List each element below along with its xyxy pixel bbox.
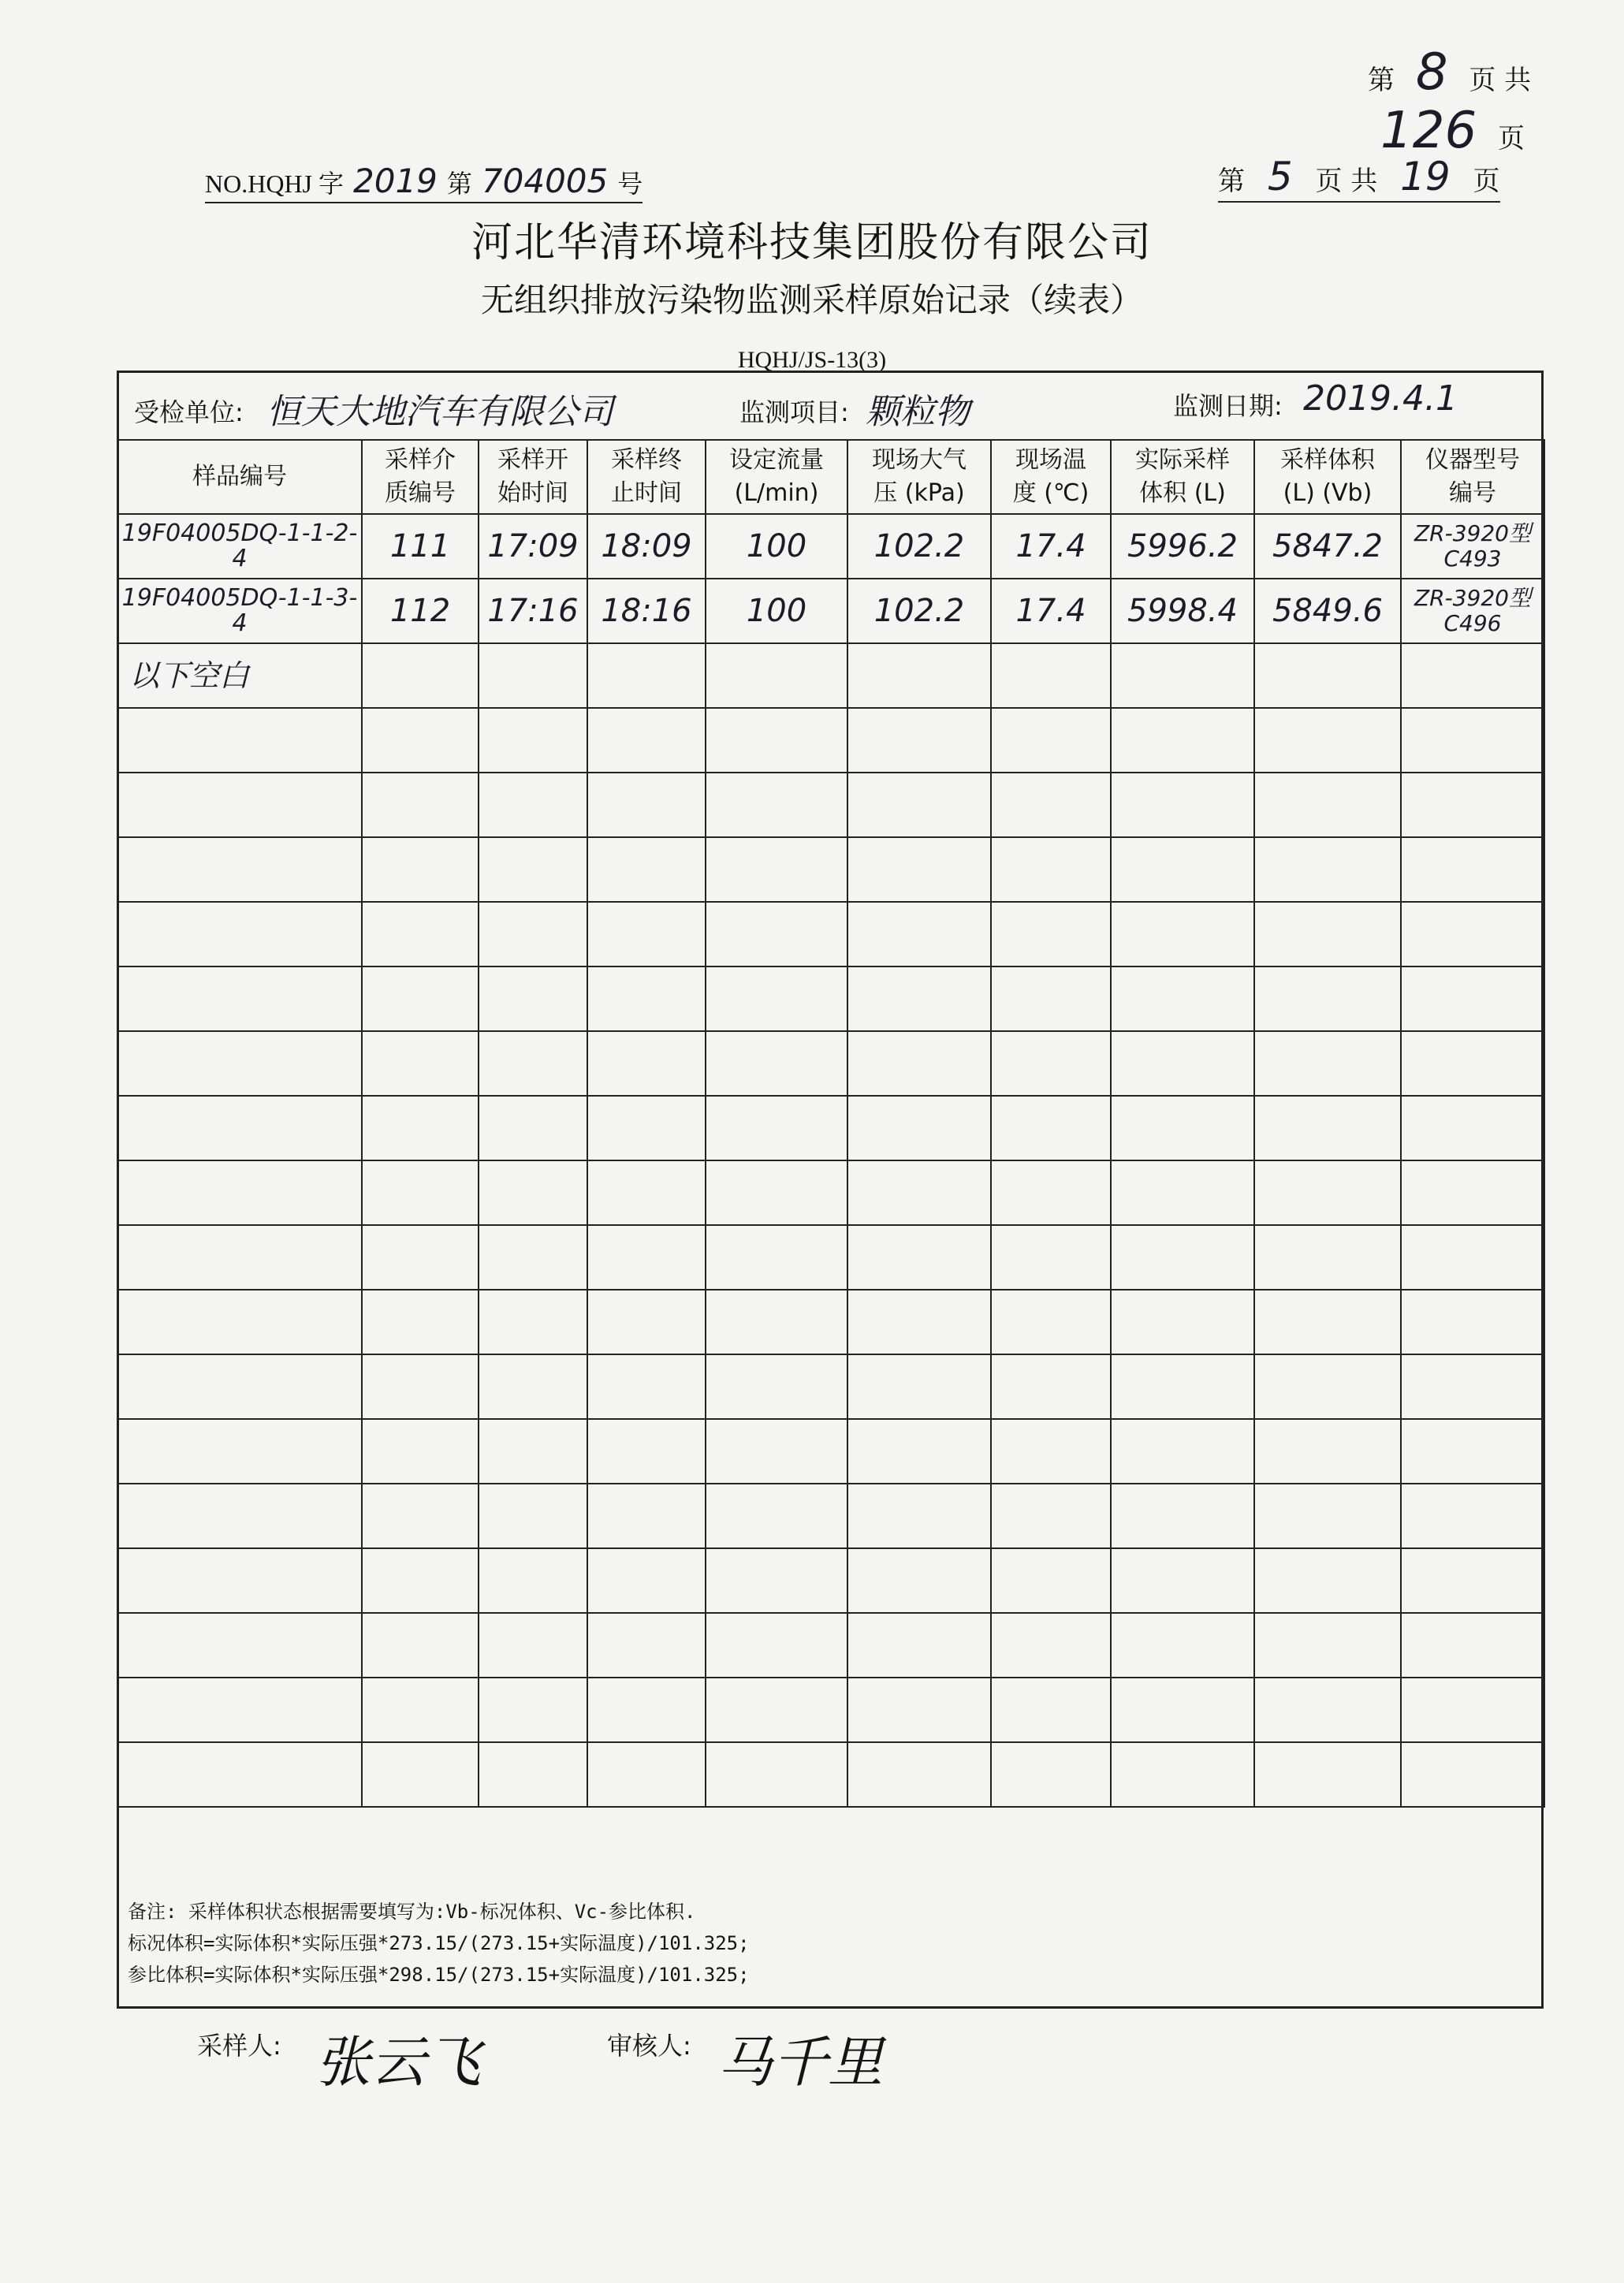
empty-cell (847, 837, 991, 902)
empty-cell (587, 1613, 706, 1678)
empty-cell (991, 773, 1111, 837)
empty-cell (847, 1290, 991, 1354)
empty-cell (587, 837, 706, 902)
table-cell: 以下空白 (117, 643, 362, 708)
empty-cell (117, 1225, 362, 1290)
column-header-line: 采样开 (497, 446, 568, 474)
empty-cell (479, 1096, 587, 1160)
empty-cell (847, 1354, 991, 1419)
column-header-line: 采样终 (611, 446, 682, 474)
table-cell: 100 (706, 514, 847, 579)
table-cell: 102.2 (847, 579, 991, 643)
empty-cell (991, 1290, 1111, 1354)
empty-cell (1401, 837, 1544, 902)
docno-number: 704005 (481, 162, 609, 200)
table-cell: 5998.4 (1111, 579, 1254, 643)
overall-page-label-3: 页 (1497, 123, 1525, 155)
empty-cell (362, 773, 479, 837)
empty-cell (991, 1678, 1111, 1742)
table-cell (1111, 643, 1254, 708)
table-cell: 17.4 (991, 579, 1111, 643)
empty-cell (362, 966, 479, 1031)
empty-cell (362, 1160, 479, 1225)
empty-cell (847, 1742, 991, 1807)
empty-cell (706, 1031, 847, 1096)
table-cell: 18:09 (587, 514, 706, 579)
empty-cell (587, 1678, 706, 1742)
column-header (706, 440, 847, 514)
empty-cell (117, 902, 362, 966)
empty-cell (706, 1354, 847, 1419)
empty-cell (479, 1160, 587, 1225)
reviewer-signature: 马千里 (717, 2030, 883, 2095)
empty-cell (1401, 1096, 1544, 1160)
empty-cell (479, 837, 587, 902)
empty-cell (1401, 1613, 1544, 1678)
table-cell: 112 (362, 579, 479, 643)
empty-cell (706, 837, 847, 902)
column-header-line: 现场大气 (872, 446, 967, 474)
empty-cell (1401, 1484, 1544, 1548)
empty-cell (1401, 773, 1544, 837)
note-line-2: 标况体积=实际体积*实际压强*273.15/(273.15+实际温度)/101.325; (128, 1932, 750, 1954)
empty-cell (1111, 1419, 1254, 1484)
empty-cell (587, 1160, 706, 1225)
table-cell: 5996.2 (1111, 514, 1254, 579)
table-cell: 17.4 (991, 514, 1111, 579)
page-info (1218, 154, 1500, 203)
empty-cell (706, 902, 847, 966)
table-cell: 17:09 (479, 514, 587, 579)
empty-table-row (117, 1160, 1544, 1225)
note-line-3: 参比体积=实际体积*实际压强*298.15/(273.15+实际温度)/101.325; (128, 1964, 750, 1986)
empty-cell (587, 1742, 706, 1807)
empty-cell (479, 1484, 587, 1548)
empty-cell (991, 1354, 1111, 1419)
overall-page-number: 8 (1415, 43, 1448, 102)
overall-page-counter (1368, 43, 1624, 160)
reviewer-label: 审核人: (607, 2031, 691, 2061)
empty-cell (1254, 1031, 1401, 1096)
empty-cell (847, 1548, 991, 1613)
page-info-page: 5 (1267, 154, 1293, 199)
column-header (587, 440, 706, 514)
table-header-row (117, 440, 1544, 514)
empty-cell (117, 1613, 362, 1678)
empty-cell (847, 1225, 991, 1290)
empty-cell (1401, 902, 1544, 966)
empty-table-row (117, 902, 1544, 966)
empty-cell (587, 1419, 706, 1484)
column-header-line: 始时间 (497, 479, 568, 507)
empty-cell (362, 1225, 479, 1290)
empty-cell (706, 1548, 847, 1613)
empty-cell (362, 837, 479, 902)
column-header-line: 止时间 (611, 479, 682, 507)
empty-cell (1254, 773, 1401, 837)
empty-cell (1401, 1354, 1544, 1419)
overall-page-total: 126 (1380, 102, 1477, 160)
docno-mid: 第 (446, 169, 472, 198)
empty-cell (587, 773, 706, 837)
column-header-line: 度 (℃) (1012, 479, 1089, 507)
empty-cell (1254, 1613, 1401, 1678)
column-header (117, 440, 362, 514)
table-cell: 5847.2 (1254, 514, 1401, 579)
table-cell: 5849.6 (1254, 579, 1401, 643)
empty-cell (1401, 1225, 1544, 1290)
empty-cell (706, 708, 847, 773)
table-cell (587, 643, 706, 708)
empty-cell (117, 1419, 362, 1484)
table-cell (362, 643, 479, 708)
empty-cell (991, 1742, 1111, 1807)
empty-cell (1111, 1225, 1254, 1290)
empty-cell (847, 1031, 991, 1096)
empty-cell (117, 773, 362, 837)
table-row (117, 579, 1544, 643)
empty-cell (1254, 1290, 1401, 1354)
empty-cell (847, 1160, 991, 1225)
empty-cell (117, 1160, 362, 1225)
form-title: 无组织排放污染物监测采样原始记录（续表） (480, 281, 1143, 319)
empty-table-row (117, 1290, 1544, 1354)
empty-table-row (117, 1354, 1544, 1419)
empty-cell (362, 1290, 479, 1354)
empty-table-row (117, 1031, 1544, 1096)
empty-cell (1111, 1096, 1254, 1160)
empty-cell (1254, 1678, 1401, 1742)
empty-cell (1401, 1419, 1544, 1484)
empty-cell (1254, 708, 1401, 773)
column-header-line: 采样体积 (1280, 446, 1375, 474)
empty-cell (991, 837, 1111, 902)
empty-cell (847, 1613, 991, 1678)
empty-cell (117, 1031, 362, 1096)
column-header-line: 体积 (L) (1139, 479, 1226, 507)
notes-section (117, 1888, 1544, 1998)
empty-cell (117, 708, 362, 773)
empty-cell (587, 966, 706, 1031)
empty-cell (847, 902, 991, 966)
empty-cell (1401, 1290, 1544, 1354)
empty-cell (479, 1742, 587, 1807)
empty-cell (1111, 902, 1254, 966)
empty-cell (1111, 773, 1254, 837)
empty-cell (991, 1419, 1111, 1484)
column-header (1401, 440, 1544, 514)
empty-cell (479, 1678, 587, 1742)
empty-cell (117, 1548, 362, 1613)
table-cell (991, 643, 1111, 708)
page-info-label-3: 页 (1473, 166, 1500, 197)
table-cell: 111 (362, 514, 479, 579)
empty-cell (847, 966, 991, 1031)
empty-cell (1111, 1290, 1254, 1354)
unit-value: 恒天大地汽车有限公司 (266, 392, 613, 432)
empty-table-row (117, 1484, 1544, 1548)
empty-table-row (117, 1096, 1544, 1160)
empty-cell (362, 902, 479, 966)
empty-cell (847, 1096, 991, 1160)
empty-cell (117, 966, 362, 1031)
empty-cell (362, 1419, 479, 1484)
table-row (117, 643, 1544, 708)
empty-table-row (117, 837, 1544, 902)
date-label: 监测日期: (1173, 391, 1283, 421)
empty-cell (479, 708, 587, 773)
empty-table-row (117, 1742, 1544, 1807)
empty-cell (1254, 1742, 1401, 1807)
item-label: 监测项目: (739, 397, 849, 427)
empty-cell (991, 902, 1111, 966)
table-cell (479, 643, 587, 708)
empty-cell (1254, 1354, 1401, 1419)
empty-cell (362, 1678, 479, 1742)
empty-cell (991, 708, 1111, 773)
empty-cell (847, 708, 991, 773)
column-header (362, 440, 479, 514)
empty-cell (362, 708, 479, 773)
empty-cell (706, 1484, 847, 1548)
column-header-line: 质编号 (385, 479, 456, 507)
empty-cell (1401, 1548, 1544, 1613)
unit-label: 受检单位: (134, 397, 244, 427)
item-value: 颗粒物 (866, 392, 970, 432)
empty-cell (1254, 966, 1401, 1031)
empty-cell (991, 1031, 1111, 1096)
empty-cell (1111, 708, 1254, 773)
table-cell (1254, 643, 1401, 708)
column-header-line: 现场温 (1015, 446, 1086, 474)
column-header-line: 样品编号 (192, 463, 287, 490)
empty-cell (117, 1354, 362, 1419)
empty-cell (479, 773, 587, 837)
document-number (205, 162, 643, 203)
empty-cell (362, 1031, 479, 1096)
empty-cell (362, 1548, 479, 1613)
empty-cell (479, 902, 587, 966)
table-cell (847, 643, 991, 708)
column-header (479, 440, 587, 514)
empty-cell (479, 1290, 587, 1354)
page-info-label-1: 第 (1218, 166, 1245, 197)
sampling-table (117, 439, 1545, 1808)
column-header-line: (L) (Vb) (1283, 479, 1373, 507)
empty-cell (117, 1484, 362, 1548)
column-header-line: 采样介 (385, 446, 456, 474)
empty-cell (706, 773, 847, 837)
empty-cell (1111, 837, 1254, 902)
empty-cell (1111, 1484, 1254, 1548)
empty-cell (1401, 966, 1544, 1031)
page-info-label-2: 页 共 (1315, 166, 1378, 197)
sampler-label: 采样人: (197, 2031, 281, 2061)
empty-cell (587, 1354, 706, 1419)
empty-cell (1401, 1742, 1544, 1807)
empty-cell (706, 1225, 847, 1290)
empty-cell (117, 1096, 362, 1160)
table-cell: 19F04005DQ-1-1-2-4 (117, 514, 362, 579)
empty-cell (1111, 1742, 1254, 1807)
column-header (1111, 440, 1254, 514)
table-row (117, 514, 1544, 579)
empty-cell (479, 1354, 587, 1419)
empty-cell (1254, 1160, 1401, 1225)
empty-cell (1254, 1225, 1401, 1290)
docno-prefix: NO.HQHJ 字 (205, 169, 345, 198)
empty-cell (362, 1613, 479, 1678)
table-cell: ZR-3920型 C496 (1401, 579, 1544, 643)
date-value: 2019.4.1 (1303, 378, 1458, 419)
empty-cell (706, 1742, 847, 1807)
empty-cell (117, 1678, 362, 1742)
empty-cell (1401, 1160, 1544, 1225)
empty-cell (587, 708, 706, 773)
table-cell (1401, 643, 1544, 708)
empty-cell (1254, 1548, 1401, 1613)
empty-table-row (117, 1678, 1544, 1742)
empty-cell (587, 1484, 706, 1548)
empty-cell (1111, 1613, 1254, 1678)
empty-cell (1111, 1160, 1254, 1225)
table-cell: 17:16 (479, 579, 587, 643)
empty-cell (847, 773, 991, 837)
empty-cell (1401, 1678, 1544, 1742)
form-code: HQHJ/JS-13(3) (737, 347, 887, 373)
form-header (117, 378, 1544, 437)
empty-cell (362, 1354, 479, 1419)
empty-cell (1254, 902, 1401, 966)
table-cell: 18:16 (587, 579, 706, 643)
empty-cell (479, 1031, 587, 1096)
empty-cell (847, 1678, 991, 1742)
empty-cell (1254, 1419, 1401, 1484)
empty-cell (847, 1484, 991, 1548)
empty-cell (991, 1096, 1111, 1160)
column-header (847, 440, 991, 514)
column-header-line: 压 (kPa) (873, 479, 965, 507)
empty-cell (587, 1031, 706, 1096)
empty-cell (1111, 1678, 1254, 1742)
column-header-line: 实际采样 (1135, 446, 1230, 474)
empty-cell (479, 1419, 587, 1484)
empty-cell (117, 837, 362, 902)
column-header-line: 设定流量 (729, 446, 824, 474)
overall-page-label-1: 第 (1368, 65, 1395, 96)
empty-cell (847, 1419, 991, 1484)
overall-page-label-2: 页 共 (1469, 65, 1532, 96)
empty-cell (706, 1290, 847, 1354)
empty-cell (1111, 966, 1254, 1031)
page-info-total: 19 (1400, 154, 1451, 199)
empty-cell (587, 1096, 706, 1160)
empty-table-row (117, 1225, 1544, 1290)
empty-cell (706, 1096, 847, 1160)
empty-cell (706, 966, 847, 1031)
empty-cell (706, 1613, 847, 1678)
empty-cell (117, 1742, 362, 1807)
empty-cell (587, 1290, 706, 1354)
docno-suffix: 号 (617, 169, 643, 198)
column-header-line: (L/min) (734, 479, 819, 507)
empty-cell (991, 966, 1111, 1031)
empty-cell (362, 1742, 479, 1807)
empty-cell (479, 1225, 587, 1290)
empty-cell (587, 1548, 706, 1613)
empty-cell (362, 1484, 479, 1548)
note-line-1: 备注: 采样体积状态根据需要填写为:Vb-标况体积、Vc-参比体积. (128, 1901, 696, 1923)
empty-table-row (117, 1613, 1544, 1678)
table-cell: 100 (706, 579, 847, 643)
column-header-line: 编号 (1449, 479, 1496, 507)
docno-year: 2019 (353, 162, 438, 200)
empty-cell (1254, 837, 1401, 902)
empty-cell (1254, 1484, 1401, 1548)
table-cell (706, 643, 847, 708)
empty-cell (1111, 1031, 1254, 1096)
empty-cell (587, 902, 706, 966)
sampler-signature: 张云飞 (315, 2030, 481, 2095)
empty-table-row (117, 1419, 1544, 1484)
empty-cell (706, 1419, 847, 1484)
empty-cell (991, 1548, 1111, 1613)
empty-cell (706, 1678, 847, 1742)
empty-cell (1254, 1096, 1401, 1160)
company-name: 河北华清环境科技集团股份有限公司 (471, 219, 1153, 266)
empty-cell (991, 1613, 1111, 1678)
empty-table-row (117, 1548, 1544, 1613)
column-header (991, 440, 1111, 514)
table-cell: ZR-3920型 C493 (1401, 514, 1544, 579)
empty-cell (479, 1613, 587, 1678)
empty-cell (362, 1096, 479, 1160)
empty-cell (1401, 1031, 1544, 1096)
empty-cell (587, 1225, 706, 1290)
empty-cell (1111, 1354, 1254, 1419)
column-header (1254, 440, 1401, 514)
empty-cell (706, 1160, 847, 1225)
empty-table-row (117, 966, 1544, 1031)
empty-cell (1111, 1548, 1254, 1613)
empty-cell (117, 1290, 362, 1354)
table-cell: 19F04005DQ-1-1-3-4 (117, 579, 362, 643)
empty-cell (991, 1484, 1111, 1548)
empty-table-row (117, 708, 1544, 773)
empty-cell (479, 1548, 587, 1613)
empty-cell (991, 1225, 1111, 1290)
table-cell: 102.2 (847, 514, 991, 579)
empty-cell (479, 966, 587, 1031)
empty-table-row (117, 773, 1544, 837)
column-header-line: 仪器型号 (1425, 446, 1520, 474)
empty-cell (1401, 708, 1544, 773)
empty-cell (991, 1160, 1111, 1225)
